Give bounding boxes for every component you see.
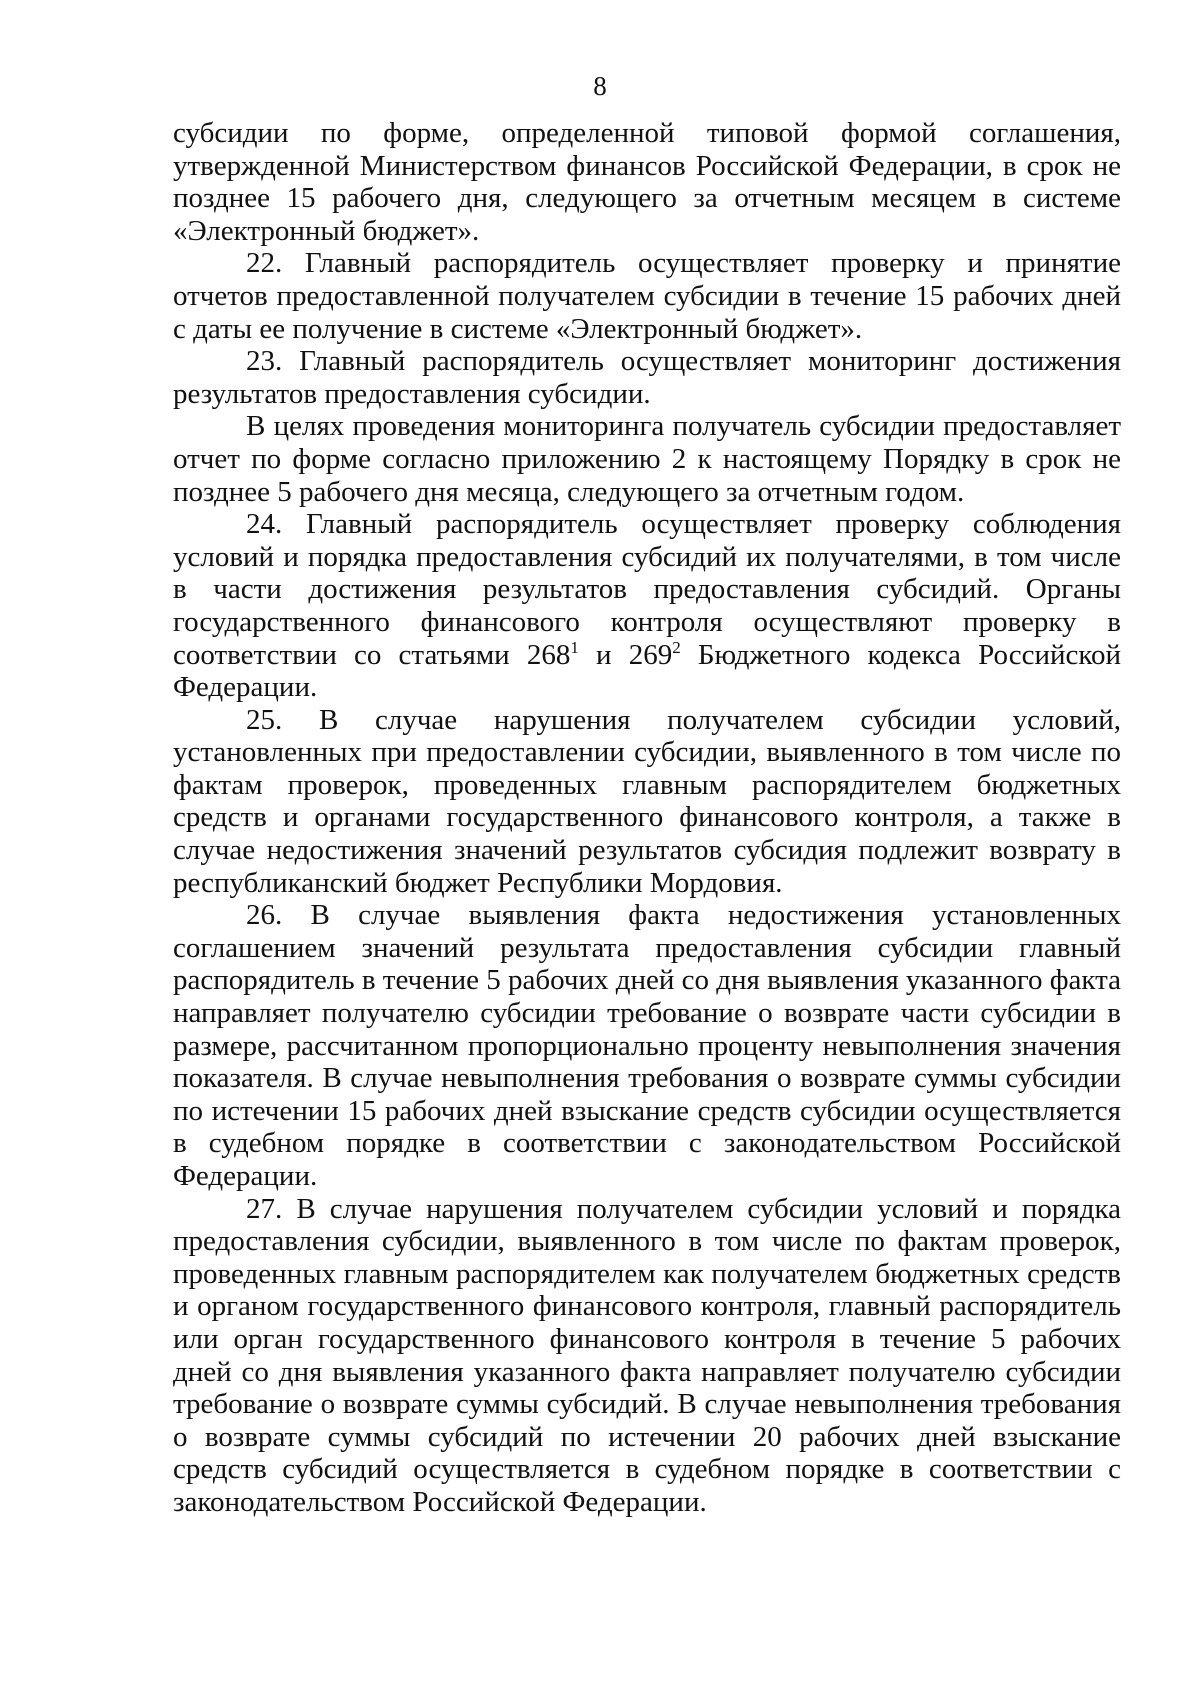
document-body: [173, 117, 1121, 1519]
article-269-superscript: 2: [672, 637, 681, 657]
page-number: 8: [593, 71, 607, 101]
paragraph-23-monitoring: В целях проведения мониторинга получатель субсидии предоставляет отчет по форме согласно приложению 2 к настоящему Порядку в срок не позднее 5 рабочего дня месяца, следующего за отчетным годом.: [173, 410, 1121, 508]
paragraph-25: 25. В случае нарушения получателем субсидии условий, установленных при предоставлении субсидии, выявленного в том числе по фактам проверок, проведенных главным распорядителем бюджетных средств и органами государственного финансового контроля, а также в случае недостижения значений результатов субсидия подлежит возврату в республиканский бюджет Республики Мордовия.: [173, 703, 1121, 899]
article-268-superscript: 1: [570, 637, 579, 657]
paragraph-24-text-before: 24. Главный распорядитель осуществляет проверку соблюдения условий и порядка предоставления субсидий их получателями, в том числе в части достижения результатов предоставления субсидий. Органы государственного финансового контроля осуществляют проверку в соответствии со статьями 268: [173, 508, 1121, 671]
paragraph-24: [173, 508, 1121, 704]
paragraph-22: 22. Главный распорядитель осуществляет проверку и принятие отчетов предоставленной получателем субсидии в течение 15 рабочих дней с даты ее получение в системе «Электронный бюджет».: [173, 247, 1121, 345]
paragraph-24-text-mid: и 269: [578, 638, 673, 671]
paragraph-27: 27. В случае нарушения получателем субсидии условий и порядка предоставления субсидии, выявленного в том числе по фактам проверок, проведенных главным распорядителем как получателем бюджетных средств и органом государственного финансового контроля, главный распорядитель или орган государственного финансового контроля в течение 5 рабочих дней со дня выявления указанного факта направляет получателю субсидии требование о возврате суммы субсидий. В случае невыполнения требования о возврате суммы субсидий по истечении 20 рабочих дней взыскание средств субсидий осуществляется в судебном порядке в соответствии с законодательством Российской Федерации.: [173, 1192, 1121, 1518]
paragraph-26: 26. В случае выявления факта недостижения установленных соглашением значений результата предоставления субсидии главный распорядитель в течение 5 рабочих дней со дня выявления указанного факта направляет получателю субсидии требование о возврате части субсидии в размере, рассчитанном пропорционально проценту невыполнения значения показателя. В случае невыполнения требования о возврате суммы субсидии по истечении 15 рабочих дней взыскание средств субсидии осуществляется в судебном порядке в соответствии с законодательством Российской Федерации.: [173, 899, 1122, 1192]
paragraph-23: 23. Главный распорядитель осуществляет мониторинг достижения результатов предоставления субсидии.: [173, 345, 1121, 410]
paragraph-24-text-after: Бюджетного кодекса Российской Федерации.: [173, 638, 1121, 704]
paragraph-21-continuation: субсидии по форме, определенной типовой формой соглашения, утвержденной Министерством финансов Российской Федерации, в срок не позднее 15 рабочего дня, следующего за отчетным месяцем в системе «Электронный бюджет».: [173, 117, 1121, 247]
